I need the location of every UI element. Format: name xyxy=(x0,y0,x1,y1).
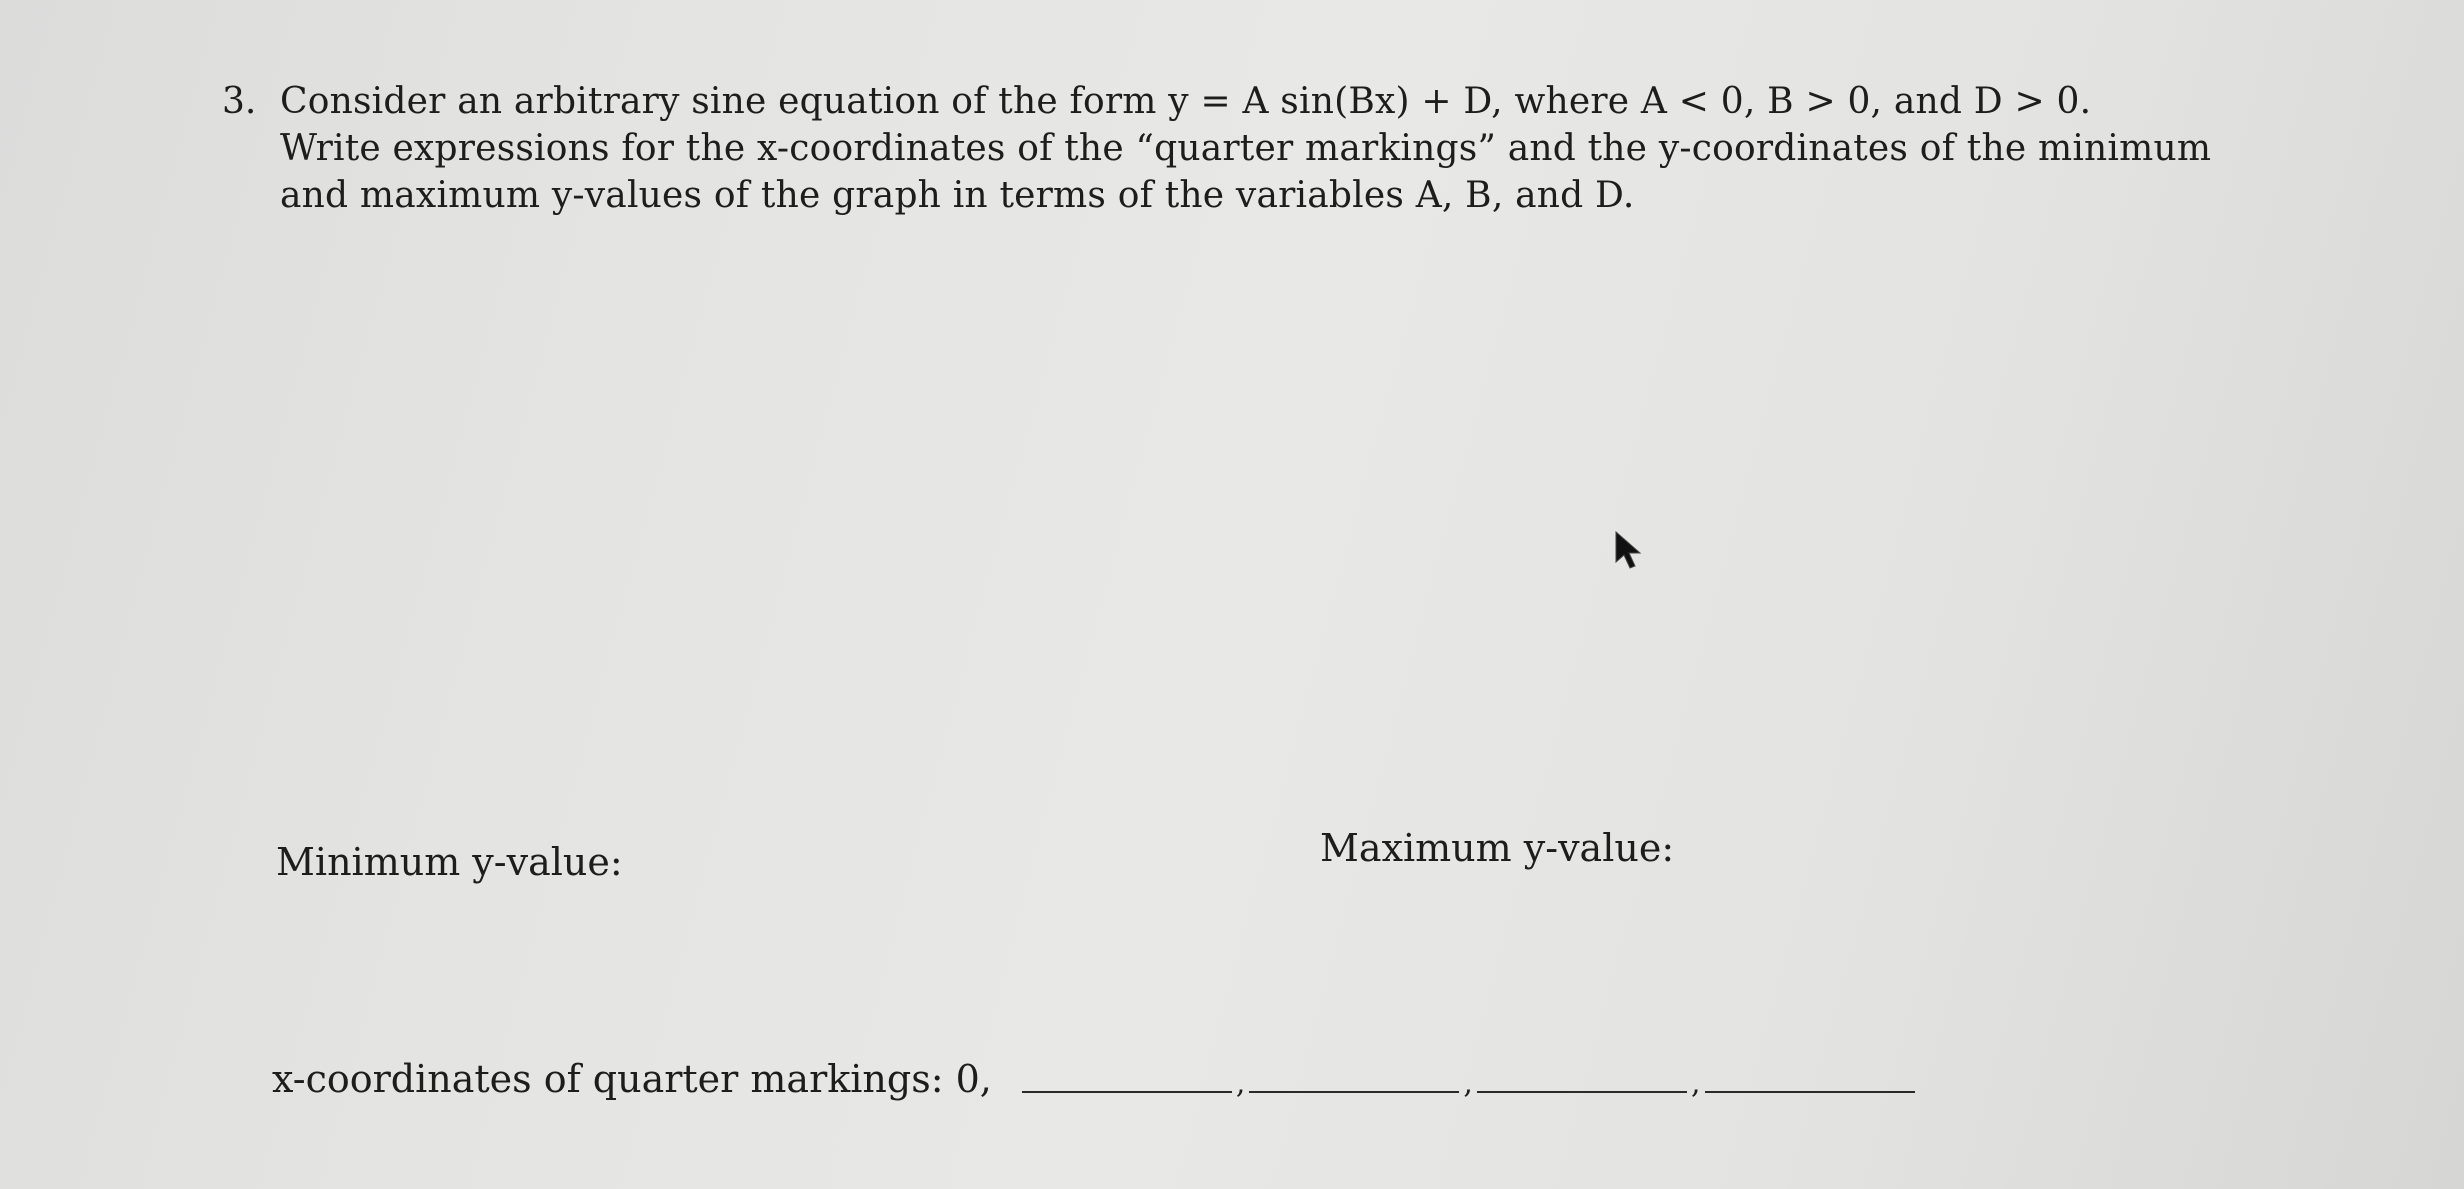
question-line-2: Write expressions for the x-coordinates of the “quarter markings” and the y-coordinates of the minimum xyxy=(280,128,2212,169)
question-prompt xyxy=(280,78,2340,219)
mouse-cursor-icon xyxy=(1614,530,1642,570)
minimum-y-value-label: Minimum y-value: xyxy=(276,840,623,884)
question-line-3: and maximum y-values of the graph in terms of the variables A, B, and D. xyxy=(280,175,1635,216)
question-line-1: Consider an arbitrary sine equation of the form y = A sin(Bx) + D, where A < 0, B > 0, and D > 0. xyxy=(280,81,2092,122)
quarter-marking-blank-4[interactable] xyxy=(1705,1091,1915,1093)
maximum-y-value-label: Maximum y-value: xyxy=(1320,826,1675,870)
blank-separator: , xyxy=(1235,1066,1246,1101)
blank-separator: , xyxy=(1690,1066,1701,1101)
quarter-markings-label: x-coordinates of quarter markings: 0, xyxy=(272,1057,992,1101)
quarter-marking-blank-2[interactable] xyxy=(1249,1091,1459,1093)
quarter-markings-row xyxy=(272,1055,1919,1103)
blank-separator: , xyxy=(1463,1066,1473,1101)
quarter-marking-blank-3[interactable] xyxy=(1477,1091,1687,1093)
quarter-marking-blank-1[interactable] xyxy=(1022,1091,1232,1093)
question-number: 3. xyxy=(222,81,257,122)
